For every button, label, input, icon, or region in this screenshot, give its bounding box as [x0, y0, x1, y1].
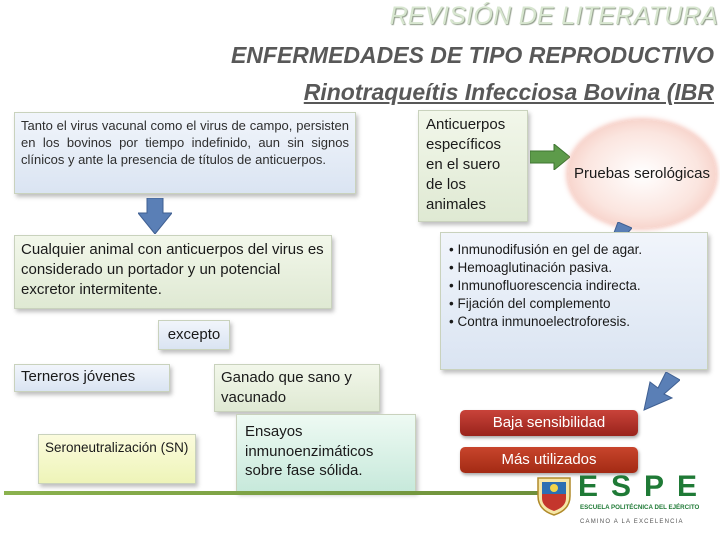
shield-logo-icon: [534, 474, 574, 516]
most-used-badge: Más utilizados: [460, 447, 638, 473]
espe-logo-text: ESPE: [578, 470, 711, 503]
except-label: excepto: [158, 320, 230, 350]
method-item: • Hemoaglutinación pasiva.: [449, 259, 613, 275]
healthy-vaccinated-cattle-box: Ganado que sano y vacunado: [214, 364, 380, 412]
elisa-box: Ensayos inmunoenzimáticos sobre fase sólida.: [236, 414, 416, 492]
serological-tests-oval: [568, 120, 716, 228]
right-arrow-icon: [530, 144, 570, 170]
serological-methods-list: [440, 232, 708, 370]
page-title: REVISIÓN DE LITERATURA: [389, 2, 718, 30]
disease-heading: Rinotraqueítis Infecciosa Bovina (IBR: [303, 79, 714, 105]
down-arrow-icon: [138, 198, 172, 234]
low-sensitivity-badge: Baja sensibilidad: [460, 410, 638, 436]
intro-text-box: Tanto el virus vacunal como el virus de campo, persisten en los bovinos por tiempo indefinido, aun sin signos clínicos y ante la presencia de títulos de anticuerpos.: [14, 112, 356, 194]
young-calves-box: Terneros jóvenes: [14, 364, 170, 392]
footer-divider: [4, 491, 550, 495]
school-name: ESCUELA POLITÉCNICA DEL EJÉRCITO: [580, 504, 700, 511]
method-item: • Inmunodifusión en gel de agar.: [449, 242, 643, 257]
method-item: • Contra inmunoelectroforesis.: [449, 313, 631, 329]
carrier-text-box: Cualquier animal con anticuerpos del virus es considerado un portador y un potencial excretor intermitente.: [14, 235, 332, 309]
seroneutralization-box: Seroneutralización (SN): [38, 434, 196, 484]
serological-tests-label: Pruebas serológicas: [574, 165, 710, 183]
method-item: • Inmunofluorescencia indirecta.: [449, 277, 641, 293]
section-subtitle: ENFERMEDADES DE TIPO REPRODUCTIVO: [230, 42, 714, 68]
method-item: • Fijación del complemento: [449, 295, 611, 311]
diagonal-arrow-icon: [642, 372, 680, 412]
school-motto: CAMINO A LA EXCELENCIA: [580, 519, 684, 525]
antibodies-box: Anticuerpos específicos en el suero de los animales: [418, 110, 528, 222]
